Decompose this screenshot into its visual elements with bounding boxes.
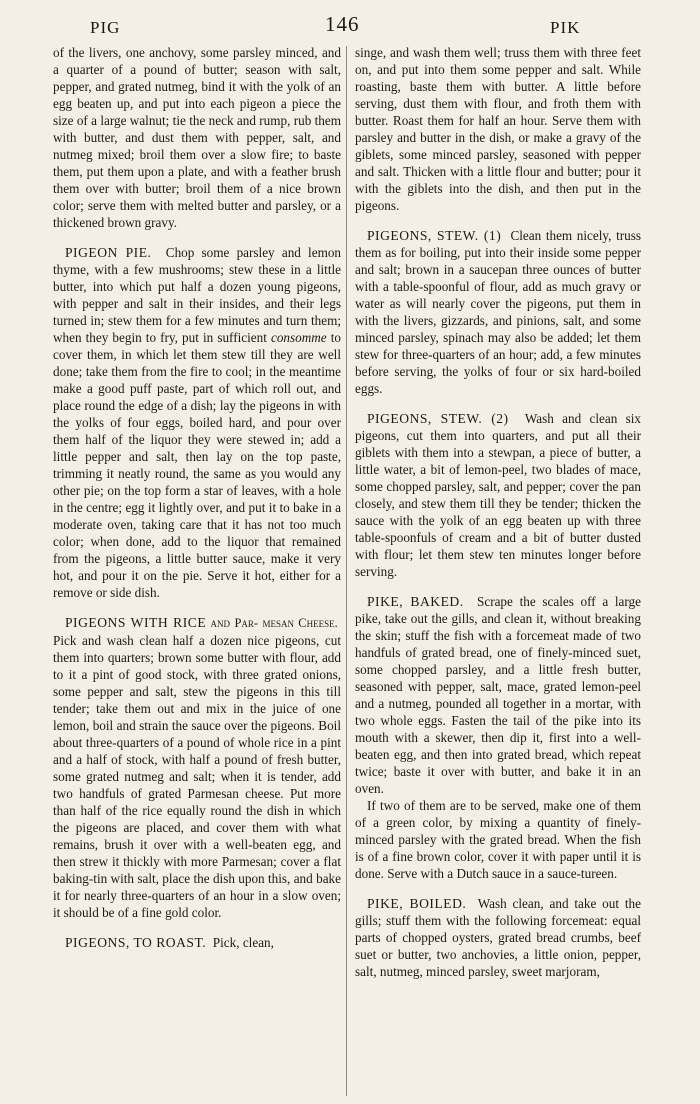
recipe-text: Clean them nicely, truss them as for boiling, put into their inside some pepper and salt; brown in a saucepan three ounces of butter with a table-spoonful of flour, add as much gravy or water as will nearly cover the pigeons, put them in with the livers, gizzards, and pinions, salt, and some minced parsley, spinach may also be added; let them stew for three-quarters of an hour; add, a few minutes before serving, the yolks of four or six hard-boiled eggs.	[355, 228, 641, 396]
recipe-heading: PIGEONS, STEW. (2)	[367, 411, 509, 426]
recipe-heading: PIGEONS, TO ROAST.	[65, 935, 207, 950]
recipe-text: Scrape the scales off a large pike, take out the gills, and clean it, without breaking the skin; stuff the fish with a forcemeat made of two handfuls of grated bread, one of finely-minced suet, some chopped parsley, and a little fresh butter, seasoned with pepper, salt, mace, grated lemon-peel and a nutmeg, pounded all together in a mortar, with two whole eggs. Fasten the tail of the pike into its mouth with a skewer, then dip it, first into a well-beaten egg, and then into grated bread, which repeat twice; baste it over with butter, and bake it in an oven.	[355, 594, 642, 796]
recipe-text: Wash and clean six pigeons, cut them into quarters, and put all their giblets with them into a stewpan, a piece of butter, a little water, a bit of lemon-peel, two blades of mace, some chopped parsley, salt, and pepper; cover the pan closely, and stew them till they be tender; thicken the sauce with the yolk of an egg beaten up with three table-spoonfuls of cream and a bit of butter dusted with flour; let them stew ten minutes longer before serving.	[355, 411, 641, 579]
left-column	[53, 44, 341, 951]
recipe-pigeons-stew-2	[355, 410, 641, 580]
recipe-pigeons-with-rice	[53, 614, 341, 921]
recipe-text: Pick, clean,	[212, 935, 274, 950]
recipe-heading: PIKE, BOILED.	[367, 896, 467, 911]
recipe-heading-part: Par-	[234, 616, 259, 630]
recipe-pike-boiled	[355, 895, 641, 980]
recipe-heading: PIKE, BAKED.	[367, 594, 464, 609]
continued-recipe-text: of the livers, one anchovy, some parsley minced, and a quarter of a pound of butter; season with salt, pepper, and grated nutmeg, bind it with the yolk of an egg beaten up, and put into each pigeon a piece the size of a large walnut; tie the neck and rump, rub them with butter, and dust them with pepper, salt, and nutmeg mixed; broil them over a slow fire; to baste them, put them upon a plate, and with a feather brush them over with butter; broil them of a nice brown color; serve them with melted butter and parsley, or a thickened brown gravy.	[53, 45, 341, 230]
recipe-pigeons-stew-1	[355, 227, 641, 397]
recipe-heading: PIGEON PIE.	[65, 245, 152, 260]
header-left-guide-word: PIG	[90, 18, 121, 37]
continued-recipe-text: singe, and wash them well; truss them with three feet on, and put into them some pepper and salt. While roasting, baste them with butter. A little before serving, dust them with flour, and froth them with butter. Roast them for half an hour. Serve them with parsley and butter in the dish, or make a gravy of the giblets, some minced parsley, seasoned with pepper and salt. Thicken with a little flour and butter; pour it with the giblets into the dish, and then put in the pigeons.	[355, 45, 641, 213]
page-number: 146	[325, 12, 360, 36]
recipe-text: Pick and wash clean half a dozen nice pigeons, cut them into quarters; brown some butter with flour, add to it a pint of good stock, with three grated onions, some pepper and salt, stew the pigeons in this till tender; take them out and mix in the juice of one lemon, boil and strain the sauce over the pigeons. Boil about three-quarters of a pound of whole rice in a pint and a half of stock, with half a pound of fresh butter, some grated nutmeg and salt; when it is tender, add two handfuls of grated Parmesan cheese. Put more than half of the rice equally round the dish in which the pigeons are placed, and cover them with what remains, brush it over with a well-beaten egg, and then strew it thickly with more Parmesan; cover a flat baking-tin with salt, place the dish upon this, and bake it for nearly three-quarters of an hour in a slow oven; it should be of a fine gold color.	[53, 633, 341, 920]
header-right-guide-word: PIK	[550, 18, 581, 37]
column-divider	[346, 46, 347, 1096]
recipe-heading-part: mesan Cheese.	[262, 616, 338, 630]
recipe-text: Chop some parsley and lemon thyme, with a few mushrooms; stew these in a little butter, into which put half a dozen young pigeons, with pepper and salt in their insides, and their legs turned in; stew them for a few minutes and turn them; when they begin to fry, put in sufficient	[53, 245, 342, 345]
recipe-text: If two of them are to be served, make one of them of a green color, by mixing a quantity of finely-minced parsley with the grated bread. When the fish is of a fine brown color, cover it with paper until it is done. Serve with a Dutch sauce in a sauce-tureen.	[355, 798, 641, 881]
recipe-pigeon-pie	[53, 244, 341, 601]
recipe-heading-and: and	[210, 616, 231, 630]
recipe-pigeons-to-roast	[53, 934, 341, 951]
recipe-pike-baked	[355, 593, 641, 882]
recipe-heading: PIGEONS WITH RICE	[65, 615, 207, 630]
running-header	[60, 10, 650, 38]
recipe-text: to cover them, in which let them stew till they are well done; take them from the fire to cool; in the meantime make a good puff paste, part of which roll out, and place round the edge of a dish; lay the pigeons in with the yolks of four eggs, boiled hard, and pour over them half of the liquor they were stewed in; add a little pepper and salt, then lay on the top paste, trimming it neatly round, the same as you would any other pie; on the top form a star of leaves, with a hole in the centre; egg it lightly over, and put it to bake in a moderate oven, taking care that it has not too much color; when done, add to the liquor that remained from the pigeons, a little butter sauce, make it very hot, and pour it on the pie. Serve it hot, either for a remove or side dish.	[53, 330, 342, 600]
recipe-text: Wash clean, and take out the gills; stuff them with the following forcemeat: equal parts of chopped oysters, grated bread crumbs, beef suet or butter, two anchovies, a little onion, pepper, salt, nutmeg, minced parsley, sweet marjoram,	[355, 896, 641, 979]
recipe-heading: PIGEONS, STEW. (1)	[367, 228, 502, 243]
right-column	[355, 44, 641, 980]
recipe-italic-term: consomme	[270, 330, 327, 345]
